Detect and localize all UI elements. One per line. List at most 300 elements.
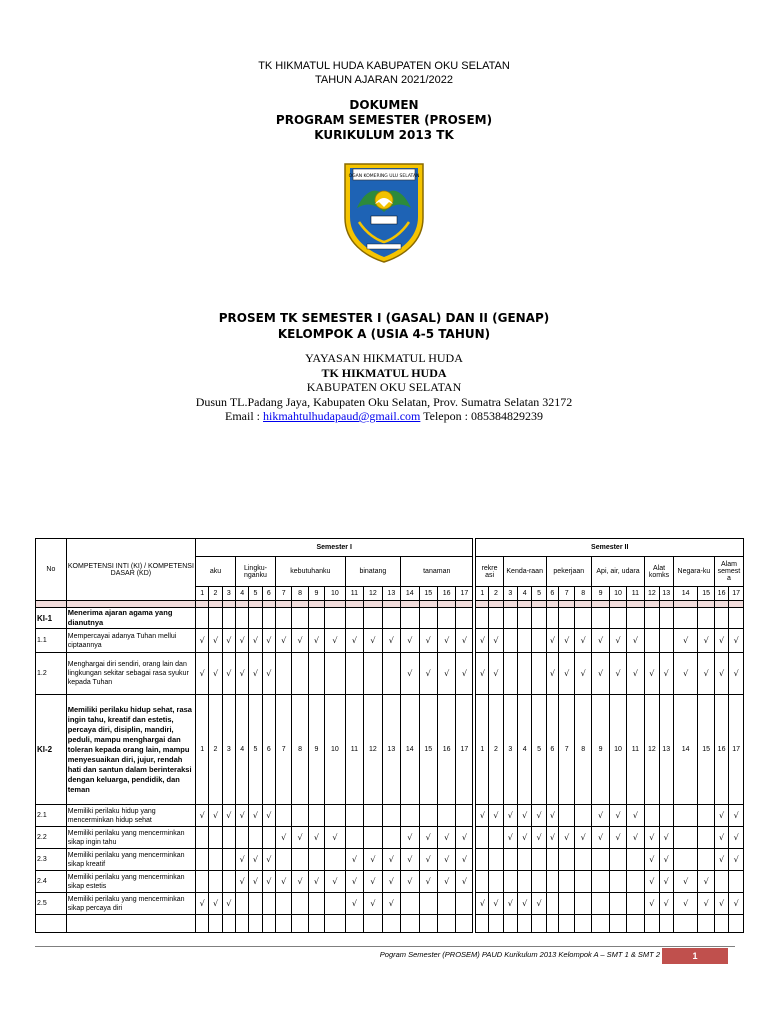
week-number: 14 [673, 587, 698, 601]
empty-cell [419, 805, 437, 827]
week-number: 5 [532, 695, 546, 805]
week-number: 9 [308, 587, 324, 601]
week-number: 2 [209, 587, 222, 601]
check-mark: √ [673, 893, 698, 915]
check-mark: √ [673, 629, 698, 653]
week-number: 2 [209, 695, 222, 805]
check-mark: √ [325, 871, 346, 893]
check-mark: √ [645, 827, 659, 849]
empty-cell [575, 871, 591, 893]
empty-cell [474, 608, 488, 629]
check-mark: √ [456, 849, 475, 871]
empty-cell [591, 849, 609, 871]
yayasan-contact [0, 409, 768, 424]
empty-cell [345, 805, 363, 827]
check-mark: √ [275, 871, 291, 893]
theme-header: Negara-ku [673, 557, 714, 587]
week-number: 16 [714, 695, 728, 805]
check-mark: √ [437, 653, 455, 695]
week-number: 9 [591, 695, 609, 805]
check-mark: √ [292, 827, 308, 849]
email-link[interactable]: hikmahtulhudapaud@gmail.com [263, 409, 421, 423]
kd-number: 2.4 [36, 871, 67, 893]
check-mark: √ [249, 653, 262, 695]
kd-number: 2.3 [36, 849, 67, 871]
week-number: 9 [308, 695, 324, 805]
empty-cell [532, 915, 546, 933]
check-mark: √ [518, 805, 532, 827]
semester-2-header: Semester II [474, 539, 743, 557]
spacer-cell [401, 601, 419, 608]
week-number: 8 [575, 695, 591, 805]
empty-cell [610, 893, 626, 915]
check-mark: √ [474, 629, 488, 653]
empty-cell [209, 915, 222, 933]
check-mark: √ [489, 629, 503, 653]
empty-cell [610, 915, 626, 933]
empty-cell [456, 608, 475, 629]
week-number: 9 [591, 587, 609, 601]
check-mark: √ [196, 893, 209, 915]
kd-text: Mempercayai adanya Tuhan mellui ciptaannya [66, 629, 195, 653]
subtitle [0, 310, 768, 342]
empty-cell [546, 849, 558, 871]
check-mark: √ [503, 805, 517, 827]
week-number: 4 [235, 695, 248, 805]
theme-header: binatang [345, 557, 400, 587]
kd-number: 1.1 [36, 629, 67, 653]
empty-cell [626, 893, 644, 915]
week-number: 10 [325, 587, 346, 601]
check-mark: √ [518, 827, 532, 849]
kd-text: Memiliki perilaku yang mencerminkan sikap ingin tahu [66, 827, 195, 849]
empty-cell [437, 608, 455, 629]
empty-cell [575, 608, 591, 629]
empty-cell [546, 608, 558, 629]
check-mark: √ [382, 893, 400, 915]
spacer-cell [292, 601, 308, 608]
check-mark: √ [456, 827, 475, 849]
empty-cell [345, 608, 363, 629]
empty-cell [489, 871, 503, 893]
empty-cell [209, 871, 222, 893]
empty-cell [345, 827, 363, 849]
empty-cell [489, 827, 503, 849]
empty-cell [698, 827, 714, 849]
empty-cell [591, 608, 609, 629]
kd-number: 2.1 [36, 805, 67, 827]
yayasan-address: Dusun TL.Padang Jaya, Kabupaten Oku Selatan, Prov. Sumatra Selatan 32172 [195, 394, 573, 409]
check-mark: √ [325, 827, 346, 849]
empty-cell [308, 653, 324, 695]
empty-cell [222, 849, 235, 871]
week-number: 3 [222, 587, 235, 601]
week-number: 12 [645, 587, 659, 601]
spacer-cell [36, 601, 67, 608]
empty-cell [645, 608, 659, 629]
empty-cell [292, 608, 308, 629]
empty-cell [308, 805, 324, 827]
empty-cell [546, 915, 558, 933]
spacer-cell [645, 601, 659, 608]
empty-cell [209, 827, 222, 849]
week-number: 7 [559, 695, 575, 805]
check-mark: √ [503, 827, 517, 849]
check-mark: √ [610, 653, 626, 695]
check-mark: √ [196, 629, 209, 653]
empty-cell [382, 608, 400, 629]
empty-cell [308, 893, 324, 915]
week-number: 15 [698, 587, 714, 601]
empty-cell [382, 915, 400, 933]
empty-cell [292, 653, 308, 695]
spacer-cell [456, 601, 475, 608]
empty-cell [456, 893, 475, 915]
week-number: 12 [645, 695, 659, 805]
week-number: 15 [419, 587, 437, 601]
week-number: 17 [456, 695, 475, 805]
email-label: Email : [225, 409, 264, 423]
week-number: 4 [518, 695, 532, 805]
spacer-cell [308, 601, 324, 608]
check-mark: √ [559, 653, 575, 695]
kd-text: Menghargai diri sendiri, orang lain dan lingkungan sekitar sebagai rasa syukur kepada Tuhan [66, 653, 195, 695]
week-number: 16 [437, 587, 455, 601]
empty-cell [729, 915, 744, 933]
empty-cell [591, 871, 609, 893]
kd-number: 2.5 [36, 893, 67, 915]
check-mark: √ [275, 827, 291, 849]
week-number: 16 [714, 587, 728, 601]
empty-cell [673, 827, 698, 849]
doc-title-line: PROGRAM SEMESTER (PROSEM) [275, 113, 493, 127]
check-mark: √ [532, 893, 546, 915]
spacer-cell [209, 601, 222, 608]
check-mark: √ [308, 629, 324, 653]
empty-cell [249, 827, 262, 849]
check-mark: √ [546, 805, 558, 827]
empty-cell [559, 915, 575, 933]
check-mark: √ [437, 827, 455, 849]
empty-cell [262, 915, 275, 933]
week-number: 1 [474, 587, 488, 601]
empty-cell [673, 849, 698, 871]
empty-cell [275, 915, 291, 933]
empty-cell [546, 893, 558, 915]
theme-header: aku [196, 557, 236, 587]
check-mark: √ [532, 827, 546, 849]
check-mark: √ [714, 805, 728, 827]
check-mark: √ [249, 629, 262, 653]
empty-cell [626, 849, 644, 871]
week-number: 11 [626, 695, 644, 805]
spacer-cell [559, 601, 575, 608]
week-number: 17 [729, 587, 744, 601]
check-mark: √ [546, 827, 558, 849]
empty-cell [364, 653, 382, 695]
check-mark: √ [419, 653, 437, 695]
empty-cell [698, 915, 714, 933]
empty-cell [645, 629, 659, 653]
empty-cell [673, 915, 698, 933]
spacer-cell [503, 601, 517, 608]
theme-header: rekre asi [474, 557, 503, 587]
empty-cell [503, 629, 517, 653]
empty-cell [659, 629, 673, 653]
week-number: 4 [518, 587, 532, 601]
check-mark: √ [419, 849, 437, 871]
check-mark: √ [275, 629, 291, 653]
check-mark: √ [196, 653, 209, 695]
check-mark: √ [546, 653, 558, 695]
check-mark: √ [401, 827, 419, 849]
check-mark: √ [518, 893, 532, 915]
empty-cell [401, 893, 419, 915]
check-mark: √ [437, 871, 455, 893]
check-mark: √ [401, 871, 419, 893]
check-mark: √ [559, 629, 575, 653]
check-mark: √ [626, 653, 644, 695]
empty-cell [292, 805, 308, 827]
check-mark: √ [382, 849, 400, 871]
empty-cell [503, 849, 517, 871]
empty-cell [489, 849, 503, 871]
check-mark: √ [714, 893, 728, 915]
table-row [36, 893, 744, 915]
check-mark: √ [209, 629, 222, 653]
spacer-cell [437, 601, 455, 608]
check-mark: √ [222, 805, 235, 827]
empty-cell [275, 805, 291, 827]
spacer-cell [325, 601, 346, 608]
regency-emblem-logo [337, 160, 431, 264]
empty-cell [489, 608, 503, 629]
empty-cell [645, 915, 659, 933]
empty-cell [474, 849, 488, 871]
check-mark: √ [698, 871, 714, 893]
theme-header: pekerjaan [546, 557, 591, 587]
empty-cell [419, 893, 437, 915]
week-number: 5 [532, 587, 546, 601]
check-mark: √ [235, 629, 248, 653]
empty-cell [345, 915, 363, 933]
week-number: 4 [235, 587, 248, 601]
empty-cell [532, 871, 546, 893]
check-mark: √ [659, 827, 673, 849]
check-mark: √ [575, 629, 591, 653]
check-mark: √ [345, 893, 363, 915]
empty-cell [714, 915, 728, 933]
subtitle-line: PROSEM TK SEMESTER I (GASAL) DAN II (GENAP) [218, 311, 550, 325]
empty-cell [575, 849, 591, 871]
empty-cell [222, 608, 235, 629]
week-number: 13 [382, 587, 400, 601]
empty-cell [729, 871, 744, 893]
check-mark: √ [235, 805, 248, 827]
empty-cell [364, 827, 382, 849]
empty-cell [292, 893, 308, 915]
check-mark: √ [714, 827, 728, 849]
check-mark: √ [235, 871, 248, 893]
spacer-cell [575, 601, 591, 608]
week-number: 11 [345, 695, 363, 805]
check-mark: √ [209, 805, 222, 827]
empty-cell [308, 915, 324, 933]
check-mark: √ [382, 871, 400, 893]
check-mark: √ [659, 653, 673, 695]
empty-cell [364, 805, 382, 827]
spacer-cell [659, 601, 673, 608]
week-number: 3 [222, 695, 235, 805]
empty-cell [325, 893, 346, 915]
empty-cell [437, 893, 455, 915]
check-mark: √ [345, 629, 363, 653]
empty-cell [292, 915, 308, 933]
check-mark: √ [292, 871, 308, 893]
week-number: 2 [489, 695, 503, 805]
check-mark: √ [626, 827, 644, 849]
theme-header: Alat komks [645, 557, 674, 587]
week-number: 13 [659, 587, 673, 601]
empty-cell [382, 827, 400, 849]
check-mark: √ [729, 893, 744, 915]
empty-cell [262, 893, 275, 915]
page-number: 1 [662, 948, 728, 964]
empty-cell [235, 827, 248, 849]
empty-cell [401, 608, 419, 629]
empty-cell [325, 805, 346, 827]
week-number: 2 [489, 587, 503, 601]
empty-cell [325, 849, 346, 871]
spacer-cell [518, 601, 532, 608]
check-mark: √ [729, 629, 744, 653]
spacer-cell [626, 601, 644, 608]
empty-cell [610, 849, 626, 871]
week-number: 12 [364, 587, 382, 601]
empty-cell [419, 915, 437, 933]
empty-cell [275, 893, 291, 915]
check-mark: √ [222, 893, 235, 915]
week-number: 10 [610, 695, 626, 805]
empty-cell [249, 915, 262, 933]
check-mark: √ [222, 653, 235, 695]
week-number: 17 [456, 587, 475, 601]
school-year: TAHUN AJARAN 2021/2022 [315, 74, 453, 86]
check-mark: √ [729, 827, 744, 849]
check-mark: √ [626, 629, 644, 653]
empty-cell [437, 915, 455, 933]
empty-cell [591, 915, 609, 933]
check-mark: √ [673, 871, 698, 893]
check-mark: √ [419, 827, 437, 849]
check-mark: √ [382, 629, 400, 653]
check-mark: √ [575, 653, 591, 695]
empty-cell [262, 827, 275, 849]
ki-header: KOMPETENSI INTI (KI) / KOMPETENSI DASAR (KD) [66, 539, 195, 601]
spacer-cell [222, 601, 235, 608]
week-number: 13 [659, 695, 673, 805]
check-mark: √ [532, 805, 546, 827]
check-mark: √ [474, 805, 488, 827]
week-number: 13 [382, 695, 400, 805]
empty-cell [66, 915, 195, 933]
empty-cell [659, 608, 673, 629]
empty-cell [626, 915, 644, 933]
empty-cell [729, 608, 744, 629]
empty-cell [196, 871, 209, 893]
kd-text: Memiliki perilaku yang mencerminkan sikap kreatif [66, 849, 195, 871]
check-mark: √ [714, 629, 728, 653]
empty-cell [698, 849, 714, 871]
kd-text: Memiliki perilaku hidup yang mencerminkan hidup sehat [66, 805, 195, 827]
empty-cell [503, 871, 517, 893]
check-mark: √ [262, 805, 275, 827]
week-number: 1 [474, 695, 488, 805]
empty-cell [325, 653, 346, 695]
check-mark: √ [196, 805, 209, 827]
empty-cell [474, 827, 488, 849]
check-mark: √ [591, 805, 609, 827]
empty-cell [591, 893, 609, 915]
check-mark: √ [364, 871, 382, 893]
empty-cell [610, 871, 626, 893]
check-mark: √ [659, 871, 673, 893]
empty-cell [401, 805, 419, 827]
empty-cell [382, 805, 400, 827]
week-number: 8 [292, 695, 308, 805]
empty-cell [364, 608, 382, 629]
empty-cell [559, 893, 575, 915]
week-number: 16 [437, 695, 455, 805]
yayasan-regency: KABUPATEN OKU SELATAN [306, 380, 462, 394]
week-number: 7 [275, 587, 291, 601]
empty-cell [559, 871, 575, 893]
yayasan-name: YAYASAN HIKMATUL HUDA [305, 351, 463, 365]
empty-cell [559, 805, 575, 827]
empty-cell [575, 893, 591, 915]
check-mark: √ [729, 849, 744, 871]
empty-cell [673, 608, 698, 629]
week-number: 3 [503, 695, 517, 805]
empty-cell [518, 871, 532, 893]
subtitle-line: KELOMPOK A (USIA 4-5 TAHUN) [277, 327, 491, 341]
check-mark: √ [729, 805, 744, 827]
spacer-cell [275, 601, 291, 608]
check-mark: √ [659, 849, 673, 871]
empty-cell [196, 849, 209, 871]
check-mark: √ [325, 629, 346, 653]
check-mark: √ [437, 629, 455, 653]
spacer-cell [729, 601, 744, 608]
empty-cell [401, 915, 419, 933]
ki-text: Menerima ajaran agama yang dianutnya [66, 608, 195, 629]
week-number: 14 [401, 587, 419, 601]
check-mark: √ [364, 629, 382, 653]
spacer-cell [474, 601, 488, 608]
check-mark: √ [345, 849, 363, 871]
empty-cell [714, 608, 728, 629]
empty-cell [698, 608, 714, 629]
week-number: 12 [364, 695, 382, 805]
check-mark: √ [591, 653, 609, 695]
empty-cell [308, 608, 324, 629]
check-mark: √ [645, 849, 659, 871]
week-number: 6 [546, 587, 558, 601]
check-mark: √ [474, 653, 488, 695]
spacer-cell [382, 601, 400, 608]
check-mark: √ [419, 629, 437, 653]
check-mark: √ [456, 653, 475, 695]
